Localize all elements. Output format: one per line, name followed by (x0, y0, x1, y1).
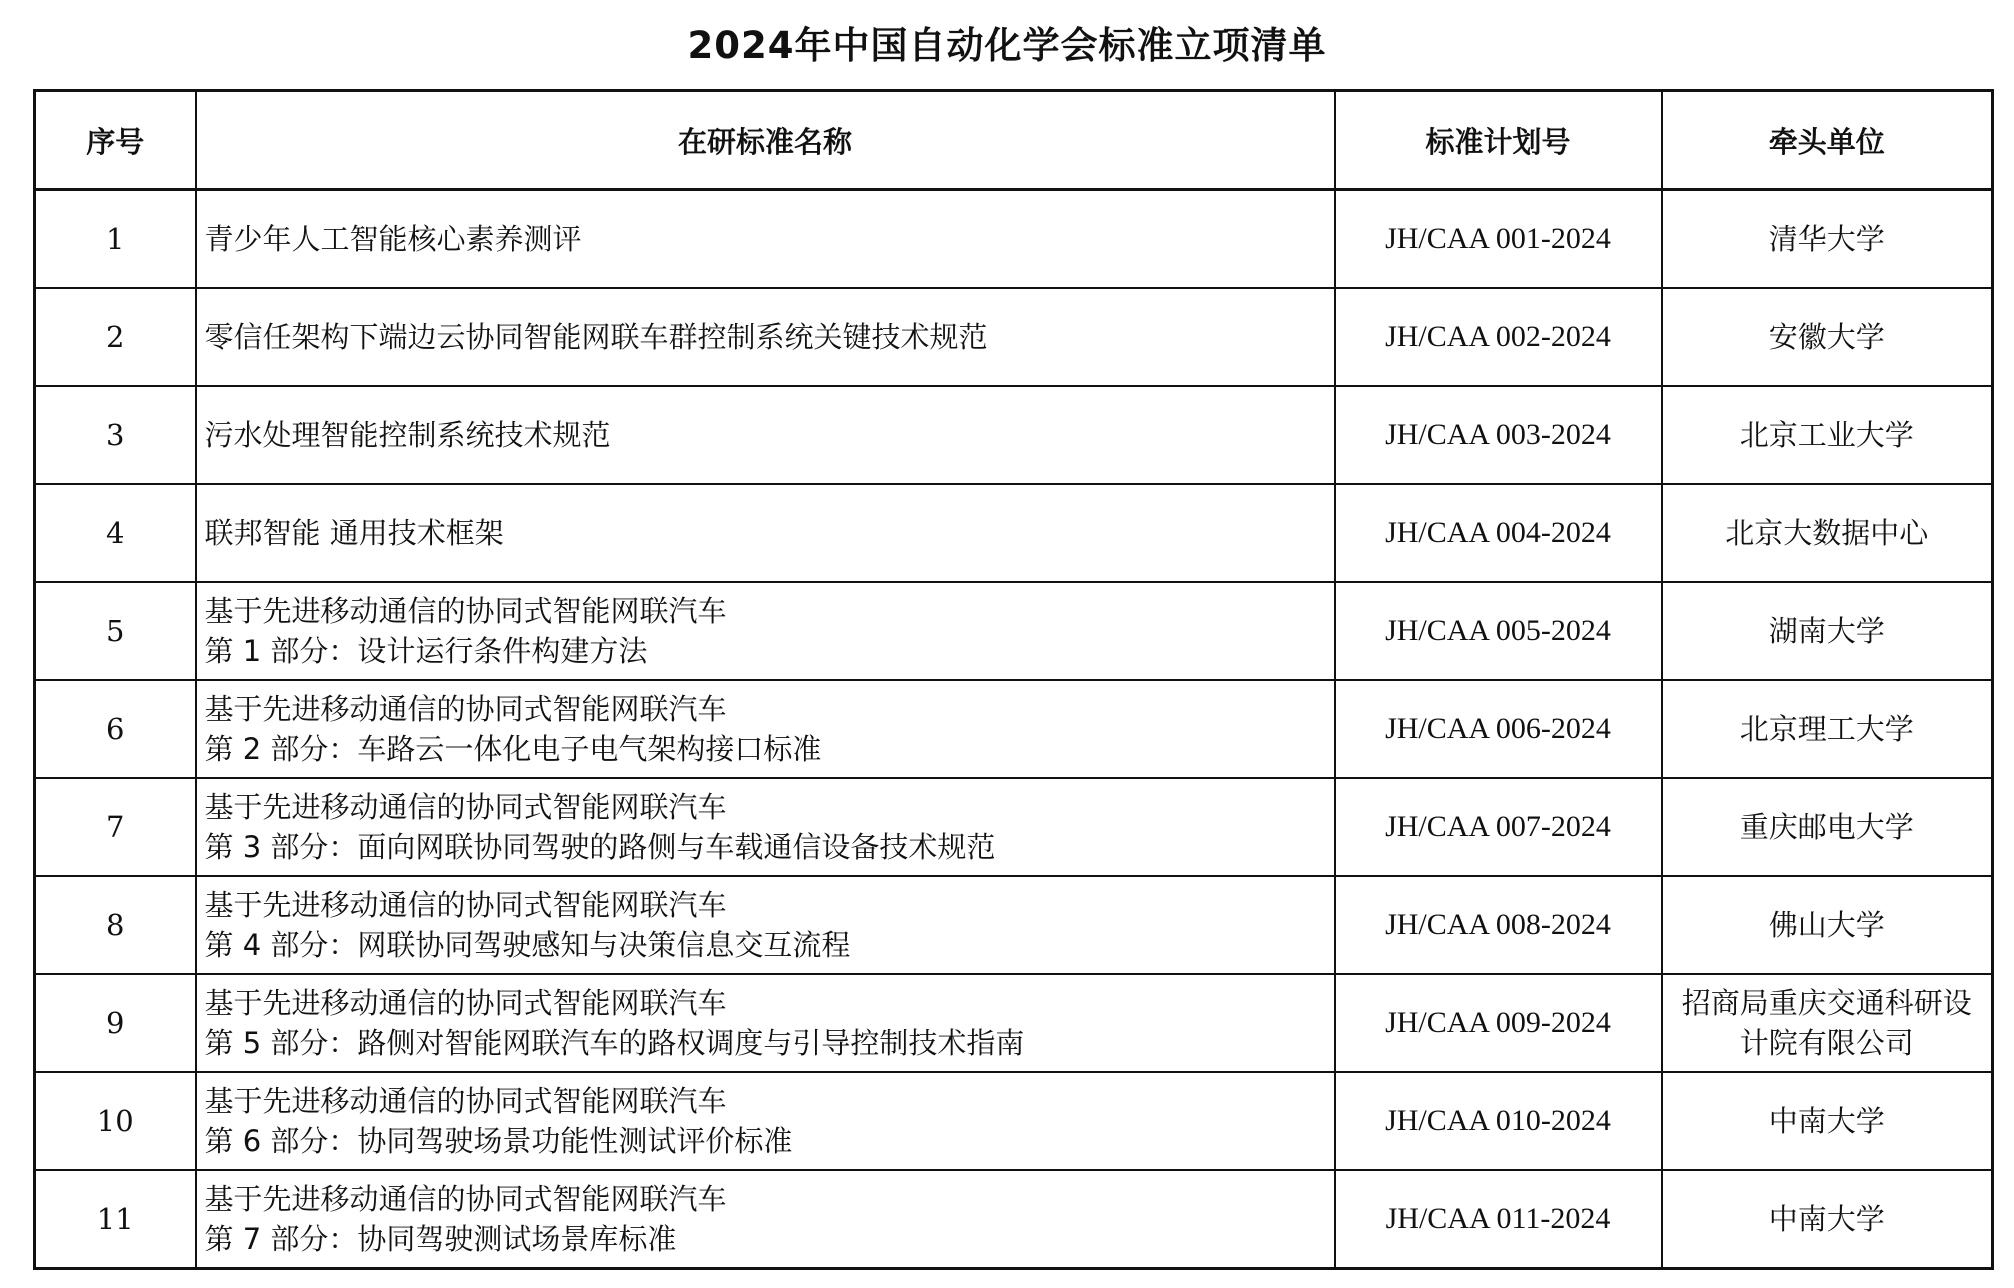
standard-name-line: 基于先进移动通信的协同式智能网联汽车 (204, 1182, 727, 1216)
cell-standard-name (196, 1170, 1335, 1269)
lead-unit-text: 佛山大学 (1768, 908, 1885, 942)
lead-unit-text: 招商局重庆交通科研设计院有限公司 (1681, 986, 1972, 1060)
standard-name-line: 青少年人工智能核心素养测评 (204, 222, 582, 256)
cell-lead-unit (1662, 876, 1993, 974)
standard-name-line: 第 1 部分：设计运行条件构建方法 (204, 634, 648, 668)
cell-index: 7 (35, 778, 196, 876)
table-row (35, 484, 1993, 582)
cell-lead-unit (1662, 1072, 1993, 1170)
lead-unit-text: 湖南大学 (1768, 614, 1885, 648)
cell-plan-number: JH/CAA 004-2024 (1335, 484, 1662, 582)
standard-name-line: 基于先进移动通信的协同式智能网联汽车 (204, 790, 727, 824)
table-row (35, 1170, 1993, 1269)
cell-plan-number: JH/CAA 002-2024 (1335, 288, 1662, 386)
cell-lead-unit (1662, 582, 1993, 680)
table-row (35, 190, 1993, 289)
cell-plan-number: JH/CAA 009-2024 (1335, 974, 1662, 1072)
lead-unit-text: 重庆邮电大学 (1739, 810, 1914, 844)
table-row (35, 876, 1993, 974)
cell-lead-unit (1662, 974, 1993, 1072)
table-row (35, 778, 1993, 876)
table-row (35, 680, 1993, 778)
header-name: 在研标准名称 (196, 91, 1335, 190)
standard-name-line: 第 6 部分：协同驾驶场景功能性测试评价标准 (204, 1124, 793, 1158)
standard-name-line: 零信任架构下端边云协同智能网联车群控制系统关键技术规范 (204, 320, 988, 354)
cell-plan-number: JH/CAA 008-2024 (1335, 876, 1662, 974)
table-row (35, 288, 1993, 386)
cell-plan-number: JH/CAA 010-2024 (1335, 1072, 1662, 1170)
cell-standard-name (196, 876, 1335, 974)
table-body (35, 190, 1993, 1269)
lead-unit-text: 北京大数据中心 (1725, 516, 1929, 550)
standard-name-line: 基于先进移动通信的协同式智能网联汽车 (204, 986, 727, 1020)
cell-index: 8 (35, 876, 196, 974)
cell-standard-name (196, 288, 1335, 386)
cell-index: 3 (35, 386, 196, 484)
lead-unit-text: 北京工业大学 (1739, 418, 1914, 452)
cell-lead-unit (1662, 1170, 1993, 1269)
header-plan: 标准计划号 (1335, 91, 1662, 190)
cell-index: 5 (35, 582, 196, 680)
lead-unit-text: 北京理工大学 (1739, 712, 1914, 746)
page-title: 2024年中国自动化学会标准立项清单 (687, 24, 1327, 67)
cell-lead-unit (1662, 484, 1993, 582)
cell-index: 6 (35, 680, 196, 778)
cell-lead-unit (1662, 386, 1993, 484)
table-row (35, 1072, 1993, 1170)
cell-lead-unit (1662, 190, 1993, 289)
lead-unit-text: 中南大学 (1768, 1202, 1885, 1236)
cell-index: 11 (35, 1170, 196, 1269)
standard-name-line: 联邦智能 通用技术框架 (204, 516, 504, 550)
cell-standard-name (196, 190, 1335, 289)
cell-standard-name (196, 582, 1335, 680)
lead-unit-text: 安徽大学 (1768, 320, 1885, 354)
table-row (35, 582, 1993, 680)
cell-index: 10 (35, 1072, 196, 1170)
cell-standard-name (196, 680, 1335, 778)
lead-unit-text: 清华大学 (1768, 222, 1885, 256)
lead-unit-text: 中南大学 (1768, 1104, 1885, 1138)
header-unit: 牵头单位 (1662, 91, 1993, 190)
cell-lead-unit (1662, 778, 1993, 876)
table-row (35, 386, 1993, 484)
cell-standard-name (196, 778, 1335, 876)
table-row (35, 974, 1993, 1072)
standard-name-line: 第 2 部分：车路云一体化电子电气架构接口标准 (204, 732, 822, 766)
cell-plan-number: JH/CAA 001-2024 (1335, 190, 1662, 289)
standard-name-line: 第 4 部分：网联协同驾驶感知与决策信息交互流程 (204, 928, 851, 962)
standard-name-line: 基于先进移动通信的协同式智能网联汽车 (204, 594, 727, 628)
cell-plan-number: JH/CAA 005-2024 (1335, 582, 1662, 680)
standard-name-line: 基于先进移动通信的协同式智能网联汽车 (204, 692, 727, 726)
cell-standard-name (196, 974, 1335, 1072)
cell-lead-unit (1662, 680, 1993, 778)
standard-name-line: 第 5 部分：路侧对智能网联汽车的路权调度与引导控制技术指南 (204, 1026, 1025, 1060)
cell-lead-unit (1662, 288, 1993, 386)
cell-plan-number: JH/CAA 006-2024 (1335, 680, 1662, 778)
header-index: 序号 (35, 91, 196, 190)
cell-plan-number: JH/CAA 003-2024 (1335, 386, 1662, 484)
standards-table (33, 89, 1994, 1270)
cell-standard-name (196, 1072, 1335, 1170)
standard-name-line: 第 7 部分：协同驾驶测试场景库标准 (204, 1222, 677, 1256)
cell-standard-name (196, 484, 1335, 582)
standard-name-line: 基于先进移动通信的协同式智能网联汽车 (204, 888, 727, 922)
standard-name-line: 基于先进移动通信的协同式智能网联汽车 (204, 1084, 727, 1118)
standard-name-line: 第 3 部分：面向网联协同驾驶的路侧与车载通信设备技术规范 (204, 830, 996, 864)
table-header (35, 91, 1993, 190)
standard-name-line: 污水处理智能控制系统技术规范 (204, 418, 611, 452)
cell-index: 4 (35, 484, 196, 582)
cell-plan-number: JH/CAA 007-2024 (1335, 778, 1662, 876)
header-row (35, 91, 1993, 190)
cell-index: 1 (35, 190, 196, 289)
cell-standard-name (196, 386, 1335, 484)
cell-index: 9 (35, 974, 196, 1072)
cell-plan-number: JH/CAA 011-2024 (1335, 1170, 1662, 1269)
cell-index: 2 (35, 288, 196, 386)
